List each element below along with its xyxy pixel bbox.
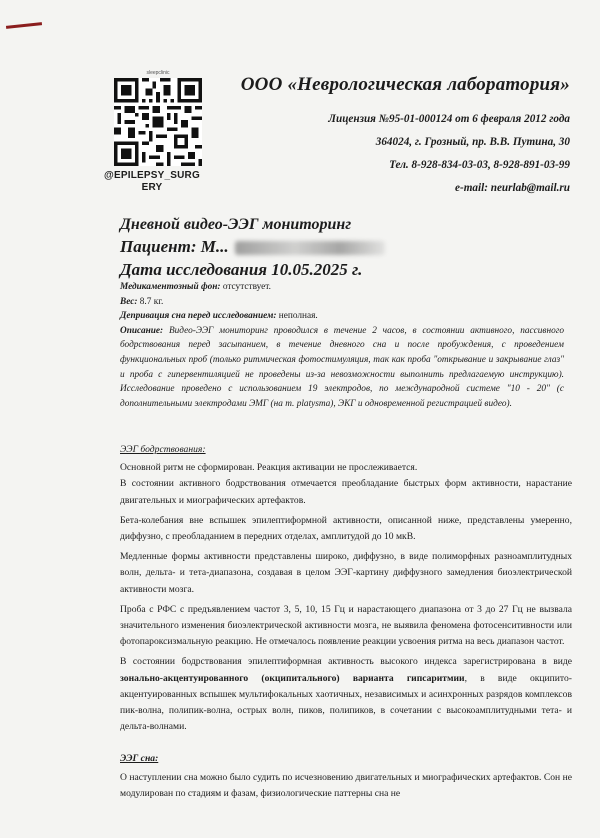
report-body — [120, 442, 572, 806]
phones-line: Тел. 8-928-834-03-03, 8-928-891-03-99 — [389, 159, 570, 171]
deprivation-line: Депривация сна перед исследованием: неполная. — [120, 311, 318, 322]
wake-paragraph-4: Медленные формы активности представлены широко, диффузно, в виде полиморфных разноамплитудных волн, дельта- и тета-диапазона, создавая в целом ЭЭГ-картину диффузного замедления биоэлектрической активности мозга. — [120, 551, 572, 595]
scan-mark — [6, 22, 42, 29]
sleep-eeg-heading: ЭЭГ сна: — [120, 753, 159, 765]
wake-paragraph-6: В состоянии бодрствования эпилептиформная активность высокого индекса зарегистрирована в виде зонально-акцентуированного (окципитального) варианта гипсаритмии, в виде окципито-акцентуированных вспышек мультифокальных хаотичных, независимых и асинхронных разрядов комплексов пик-волна, полипик-волна, острых волн, пиков, полипиков, в сочетании с высокоамплитудными тета- и дельта-волнами. — [120, 656, 572, 733]
email-line: e-mail: neurlab@mail.ru — [455, 182, 570, 194]
patient-line — [120, 236, 385, 258]
qr-handle: @EPILEPSY_SURGERY — [104, 170, 200, 193]
study-date: Дата исследования 10.05.2025 г. — [120, 260, 363, 279]
hypsarrhythmia-finding: зонально-акцентуированного (окципитального) варианта гипсаритмии — [120, 672, 465, 684]
wake-eeg-heading: ЭЭГ бодрствования: — [120, 444, 206, 455]
wake-paragraph-3: Бета-колебания вне вспышек эпилептиформной активности, описанной ниже, представлены умеренно, диффузно, с преобладанием в передних отделах, амплитудой до 10 мкВ. — [120, 514, 572, 543]
sleep-paragraph-1: О наступлении сна можно было судить по исчезновению двигательных и миографических артефактов. Сон не модулирован по стадиям и фазам, физиологические паттерны сна не — [120, 771, 572, 799]
wake-paragraph-1: Основной ритм не сформирован. Реакция активации не прослеживается. — [120, 462, 418, 474]
title-block — [120, 214, 385, 282]
medication-line: Медикаментозный фон: отсутствует. — [120, 282, 271, 292]
license-line: Лицензия №95-01-000124 от 6 февраля 2012 года — [328, 113, 570, 125]
letterhead — [241, 74, 570, 200]
redacted-patient-info — [235, 241, 385, 255]
description-paragraph: Описание: Видео-ЭЭГ мониторинг проводился в течение 2 часов, в состоянии активного, пассивного бодрствования перед засыпанием, в течение дневного сна и после пробуждения, с проведением функциональных проб (только ритмическая фотостимуляция, так как проба "открывание и закрывание глаз" и проба с гипервентиляцией не проведены из-за невозможности выполнить предлагаемую инструкцию). Исследование проведено с использованием 19 электродов, по международной системе "10 - 20" (с дополнительными электродами ЭМГ (на т. platysma), ЭКГ и одновременной регистрацией видео). — [120, 325, 564, 409]
study-title: Дневной видео-ЭЭГ мониторинг — [120, 216, 352, 233]
patient-value: М... — [200, 237, 229, 256]
qr-top-caption: sleepclinic — [146, 70, 170, 76]
wake-paragraph-2: В состоянии активного бодрствования отмечается преобладание быстрых форм активности, нарастание двигательных и миографических артефактов. — [120, 478, 572, 506]
address-line: 364024, г. Грозный, пр. В.В. Путина, 30 — [375, 136, 570, 148]
patient-label: Пациент: — [120, 237, 197, 256]
organization-name: ООО «Неврологическая лаборатория» — [240, 74, 570, 95]
qr-code-icon — [114, 78, 202, 166]
study-info — [120, 280, 564, 411]
qr-block — [98, 70, 218, 194]
wake-paragraph-5: Проба с РФС с предъявлением частот 3, 5, 10, 15 Гц и нарастающего диапазона от 3 до 27 Гц не вызвала значительного изменения биоэлектрической активности мозга, не выявила феномена фотосенситивности или фотопароксизмальную реакцию. Не отмечалось появление реакции усвоения ритма на весь диапазон частот. — [120, 603, 572, 648]
weight-line: Вес: 8.7 кг. — [120, 296, 164, 307]
